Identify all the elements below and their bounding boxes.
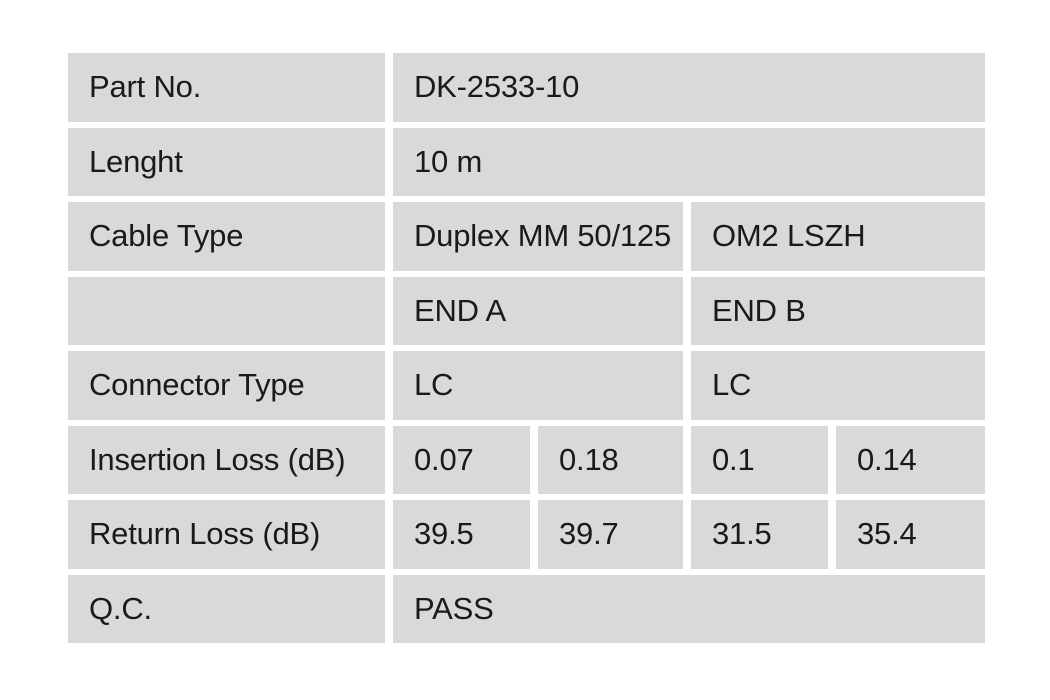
insertion-loss-end-a-fiber1: 0.07 [393,426,530,495]
cable-type-label: Cable Type [68,202,385,271]
part-no-label: Part No. [68,53,385,122]
part-no-value: DK-2533-10 [393,53,985,122]
return-loss-end-a-fiber2: 39.7 [538,500,683,569]
insertion-loss-label: Insertion Loss (dB) [68,426,385,495]
length-label: Lenght [68,128,385,197]
end-a-header: END A [393,277,683,346]
return-loss-end-b-fiber1: 31.5 [691,500,828,569]
connector-type-end-a: LC [393,351,683,420]
cable-type-end-b: OM2 LSZH [691,202,985,271]
insertion-loss-end-b-fiber1: 0.1 [691,426,828,495]
return-loss-label: Return Loss (dB) [68,500,385,569]
connector-type-label: Connector Type [68,351,385,420]
end-b-header: END B [691,277,985,346]
qc-value: PASS [393,575,985,644]
insertion-loss-end-b-fiber2: 0.14 [836,426,985,495]
return-loss-end-a-fiber1: 39.5 [393,500,530,569]
cable-type-end-a: Duplex MM 50/125 [393,202,683,271]
ends-header-empty-cell [68,277,385,346]
insertion-loss-end-a-fiber2: 0.18 [538,426,683,495]
return-loss-end-b-fiber2: 35.4 [836,500,985,569]
qc-label: Q.C. [68,575,385,644]
connector-type-end-b: LC [691,351,985,420]
length-value: 10 m [393,128,985,197]
cable-spec-table [68,53,985,643]
